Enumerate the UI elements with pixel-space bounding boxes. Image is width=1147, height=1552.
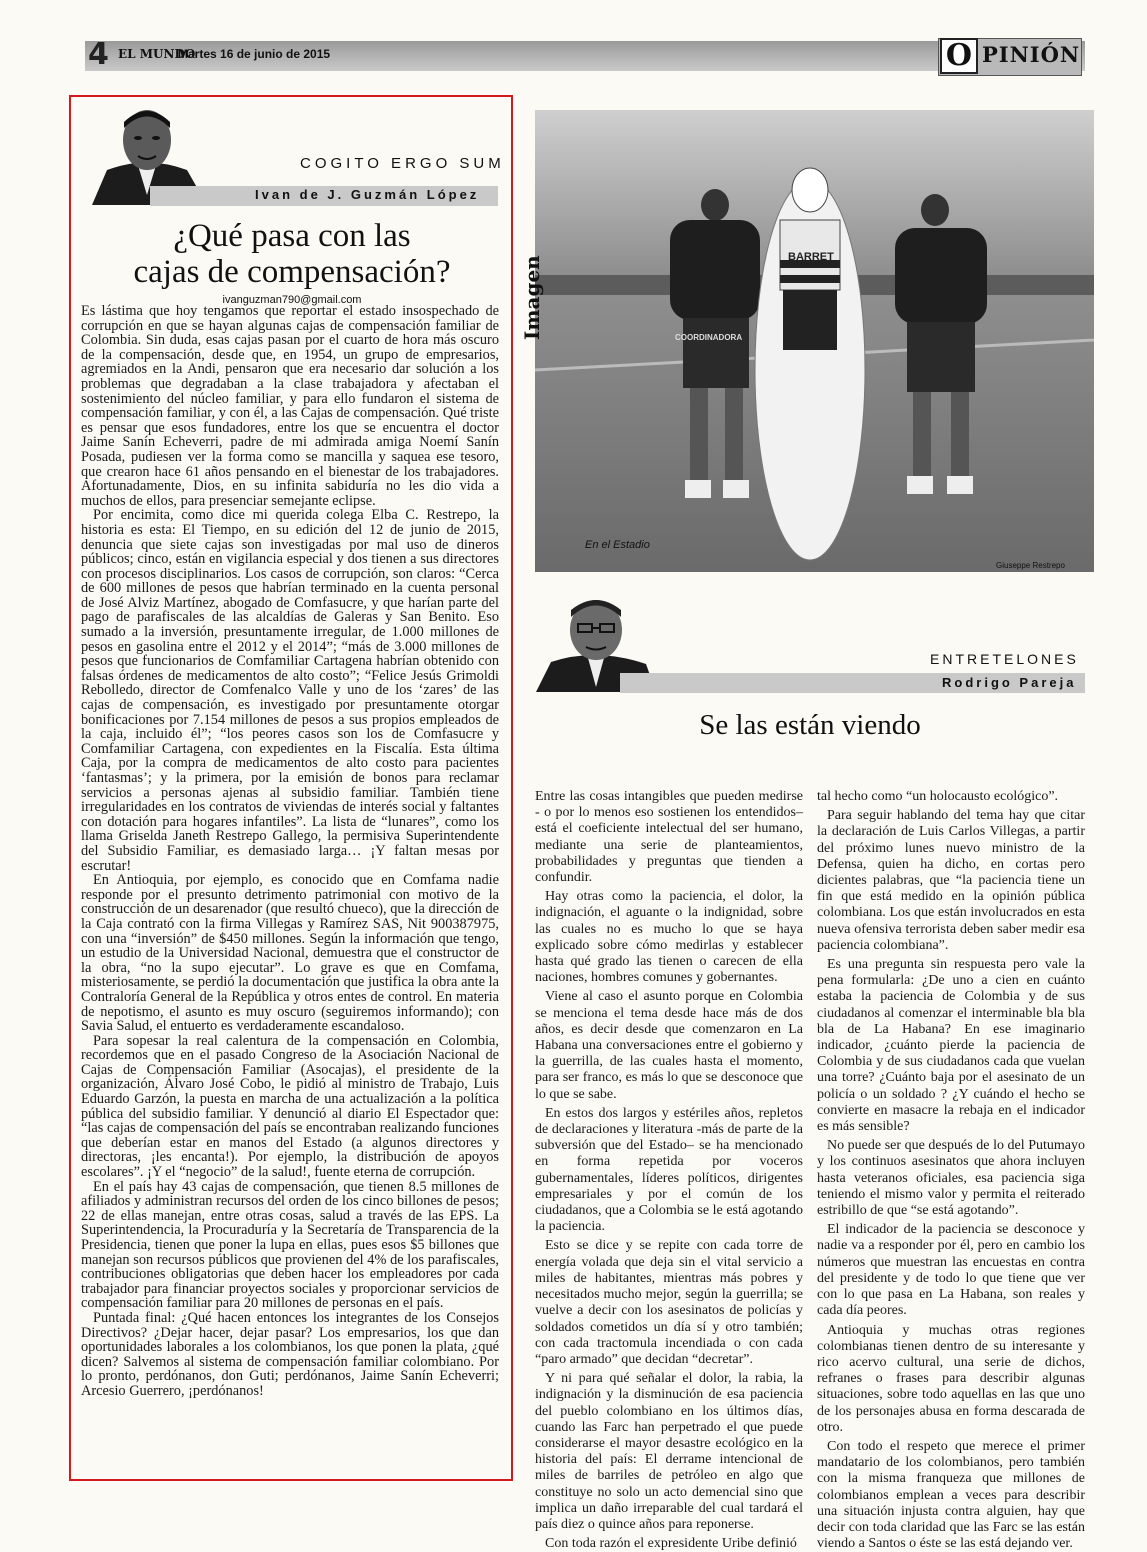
column-name: COGITO ERGO SUM [300,155,505,172]
paragraph: Por encimita, como dice mi querida colega Elba C. Restrepo, la historia es esta: El Tiempo, en su edición del 12 de junio de 2015, denuncia que siete cajas son investigadas por mal uso de dineros públicos; cinco, están en vigilancia especial y dos tienen a sus directores con procesos disciplinarios. Los casos de corrupción, son claros: “Cerca de 600 millones de pesos que habrían terminado en la cuenta personal de José Alviz Martínez, abogado de Comfasucre, y que harían parte del pago de parafiscales de las alcaldías de Galeras y San Benito. Eso sumado a la inversión, presuntamente irregular, de 1.000 millones de pesos en gasolina entre el 2012 y el 2014”; “más de 3.000 millones de pesos que funcionarios de Comfamiliar Cartagena habrían obtenido con falsas órdenes de medicamentos de alto costo”; “Felice Jesús Grimoldi Rebolledo, director de Comfenalco Valle y uno de los ‘zares’ de las cajas de compensación, es investigado por presuntamente otorgar bonificaciones por 7.154 millones de pesos a sus propios empleados de la caja, incluido él”; “los peores casos son los de Comfasucre y Comfamiliar Cartagena, con expedientes en la Fiscalía. Esta última Caja, por la compra de medicamentos de alto costo para pacientes ‘fantasmas’; y la primera, por la emisión de bonos para reclamar servicios a personas ajenas al subsidio familiar. También tiene irregularidades en los contratos de viviendas de interés social y faltantes con dotación para hogares infantiles”. La lista de “lunares”, como los llama Griselda Janeth Restrepo Gallego, la permisiva Superintendente del Subsidio Familiar, es demasiado larga… ¡Y faltan mesas por escrutar! [81,507,499,874]
article-headline-2: Se las están viendo [699,709,921,741]
section-title: PINIÓN [982,42,1081,67]
shorts-text: COORDINADORA [675,333,743,342]
author-email: ivanguzman790@gmail.com [222,294,362,306]
photo-illustration [535,110,1094,572]
paragraph: Hay otras como la paciencia, el dolor, la indignación, el aguante o la indignidad, sobre las cuales no es mucho lo que se haya explicado sobre cómo medirlas y establecer hasta qué grado las tienen o carecen de ella naciones, hombres comunes y gobernantes. [535,889,803,986]
headline-line-2: cajas de compensación? [133,254,451,290]
paragraph: El indicador de la paciencia se desconoce y nadie va a responder por él, pero en cambio los números que muestran las encuestas en contra del presidente y de todo lo que tiene que ver con lo que pasa en La Habana, son reales y cada día peores. [817,1222,1085,1319]
paragraph: Es lástima que hoy tengamos que reportar el estado insospechado de corrupción en que se hayan algunas cajas de compensación familiar de Colombia. Sin duda, esas cajas pasan por el cuarto de hora más oscuro de la compensación, desde que, en 1954, un grupo de empresarios, agremiados en la Andi, pensaron que era necesario dar solución a los problemas que degradaban a la clase trabajadora y afectaban el sostenimiento del núcleo familiar, y para ello fundaron el sistema de compensación familiar, y con él, a las Cajas de compensación. Qué triste es pensar que esos fundadores, entre los que se encuentra el doctor Jaime Sanín Echeverri, padre de mi admirada amiga Noemí Sanín Posada, pudiesen ver la forma como se mancilla y saquea ese tesoro, que crearon hace 61 años pensando en el bienestar de los trabajadores. Afortunadamente, Dios, en su infinita sabiduría no les dio vida a muchos de ellos, para presenciar semejante eclipse. [81,303,499,509]
column-name-2: ENTRETELONES [930,651,1079,667]
paragraph: Con todo el respeto que merece el primer mandatario de los colombianos, pero también con la misma franqueza que millones de colombianos emplean a veces para describir una situación injusta contra alguien, hay que decir con toda claridad que las Farc se las están viendo a Santos o éste se las está dejando ver. [817,1438,1085,1552]
photo-caption: En el Estadio [585,539,650,551]
paragraph: En estos dos largos y estériles años, repletos de declaraciones y literatura -más de parte de la subversión que del Estado– se ha mencionado en forma repetida por voceros gubernamentales, líderes políticos, dirigentes empresariales y por el común de los ciudadanos, que a Colombia se le está agotando la paciencia. [535,1105,803,1235]
page-number: 4 [88,37,109,72]
photo-credit: Giuseppe Restrepo [996,561,1065,570]
paragraph: Es una pregunta sin respuesta pero vale la pena formularla: ¿De uno a cien en cuánto estaba la paciencia de Colombia y de sus ciudadanos al comenzar el interminable bla bla bla de La Habana? En ese imaginario indicador, ¿cuánto pierde la paciencia de Colombia y de sus ciudadanos cada que vuelan una torre? ¿Cuánto baja por el asesinato de un policía o un soldado ? ¿Y cuándo el hecho se convierte en masacre la rebaja en el indicador es más sensible? [817,957,1085,1135]
paragraph: En Antioquia, por ejemplo, es conocido que en Comfama nadie responde por el presunto detrimento patrimonial con motivo de la construcción de un desarenador (que resultó chueco), que la dirección de la Caja contrató con la firma Villegas y Ramírez SAS, Nit 900387975, con una “inversión” de $450 millones. Según la información que tengo, un estudio de la Universidad Nacional, demuestra que el constructor de la obra, “no la supo ejecutar”. Lo grave es que en Comfama, misteriosamente, se perdió la documentación que justifica la obra ante la Contraloría General de la República y otros entes de control. En materia de nepotismo, el asunto es muy oscuro (seguiremos informando); con Savia Salud, el entuerto es verdaderamente escandaloso. [81,872,499,1035]
article-body-col-1 [535,789,803,1552]
article-body [81,304,499,1399]
paragraph: En el país hay 43 cajas de compensación, que tienen 8.5 millones de afiliados y administran recursos del orden de los cinco billones de pesos; 22 de ellas manejan, entre otras cosas, salud a través de las EPS. La Superintendencia, la Procuraduría y la Secretaría de Transparencia de la Presidencia, tienen que poner la lupa en ellas, pues esos $5 billones que manejan son recursos públicos que provienen del 4% de los parafiscales, contribuciones obligatorias que deben hacer los empleadores por cada trabajador para financiar proyectos sociales y proporcionar servicios de compensación familiar para 20 millones de personas en el país. [81,1178,499,1312]
paragraph: Viene al caso el asunto porque en Colombia se menciona el tema desde hace más de dos años, es decir desde que comenzaron en La Habana una conversaciones entre el gobierno y la guerrilla, de las cuales hasta el momento, para ser franco, es más lo que se desconoce que lo que se sabe. [535,989,803,1102]
headline-line-1: ¿Qué pasa con las [173,218,411,254]
paragraph: Y ni para qué señalar el dolor, la rabia, la indignación y la disminución de esa paciencia del pueblo colombiano en los últimos días, cuando las Farc han perpetrado el que puede considerarse el mayor desastre ecológico en la historia del país: El derrame intencional de miles de barriles de petróleo en algo que constituye no solo un acto demencial sino que implica un daño irreparable del cual tardará el país diez o quince años para reponerse. [535,1371,803,1532]
paragraph: Para sopesar la real calentura de la compensación en Colombia, recordemos que en el pasado Congreso de la Asociación Nacional de Cajas de Compensación Familiar (Asocajas), el presidente de la organización, Álvaro José Cobo, le pidió al ministro de Trabajo, Luis Eduardo Garzón, la puesta en marcha de una actualización a la política pública del subsidio familiar. Y denunció al diario El Espectador que: “las cajas de compensación del país se encontraban realizando funciones que deberían estar en manos del Estado (a algunos directores y directoras, ¡les encanta!). Por ejemplo, la distribución de apoyos escolares”. ¡Y el “negocio” de la salud!, fuente eterna de corrupción. [81,1032,499,1181]
shirt-text-barret: BARRET [788,251,834,263]
paragraph: Puntada final: ¿Qué hacen entonces los integrantes de los Consejos Directivos? ¿Dejar hacer, dejar pasar? Los empresarios, los que dan oportunidades laborales a los colombianos, los que ponen la plata, ¿qué dicen? Salvemos al sistema de compensación familiar colombiano. Por lo pronto, perdónanos, don Guti; perdónanos, Jaime Sanín Echeverri; Arcesio Guerrero, ¡perdónanos! [81,1309,499,1399]
paragraph: Con toda razón el expresidente Uribe definió [545,1536,797,1552]
newspaper-name: EL MUNDO [118,47,196,61]
issue-date: Martes 16 de junio de 2015 [178,47,331,61]
author-name: Ivan de J. Guzmán López [255,187,480,202]
photo-section-label: Imagen [520,255,544,340]
paragraph: No puede ser que después de lo del Putumayo y los continuos asesinatos que ahora incluyen hasta veteranos oficiales, esa paciencia siga teniendo el mismo valor y permita el reiterado estribillo de que “se está agotando”. [817,1138,1085,1219]
section-initial: O [940,38,978,74]
paragraph: Antioquia y muchas otras regiones colombianas tienen dentro de su interesante y rico acervo cultural, una serie de dichos, refranes o frases para describir algunas situaciones, sobre todo aquellas en las que uno de los personajes abusa en forma descarada de otro. [817,1322,1085,1435]
paragraph: tal hecho como “un holocausto ecológico”. [817,789,1059,804]
article-body-col-2 [817,789,1085,1552]
author-name-2: Rodrigo Pareja [942,675,1077,690]
paragraph: Esto se dice y se repite con cada torre de energía volada que deja sin el vital servicio a miles de habitantes, mientras más pobres y necesitados mucho mejor, según la guerrilla; se vuelve a decir con los asesinatos de policías y soldados cometidos un día sí y otro también; con cada tractomula incendiada o con cada “paro armado” que decidan “decretar”. [535,1238,803,1367]
article-headline [82,218,502,290]
stadium-photo [535,110,1094,572]
paragraph: Entre las cosas intangibles que pueden medirse - o por lo menos eso sostienen los entendidos– está el coeficiente intelectual del ser humano, mediante una serie de planteamientos, probabilidades y preguntas que tienden a confundir. [535,789,803,886]
paragraph: Para seguir hablando del tema hay que citar la declaración de Luis Carlos Villegas, a partir del próximo lunes nuevo ministro de la Defensa, quien ha dicho, en cortas pero dicientes palabras, que “la paciencia tiene un fin que está medido en la opinión pública colombiana. Los que están involucrados en esta nueva ofensiva terrorista deben saber medir esa paciencia colombiana”. [817,808,1085,953]
